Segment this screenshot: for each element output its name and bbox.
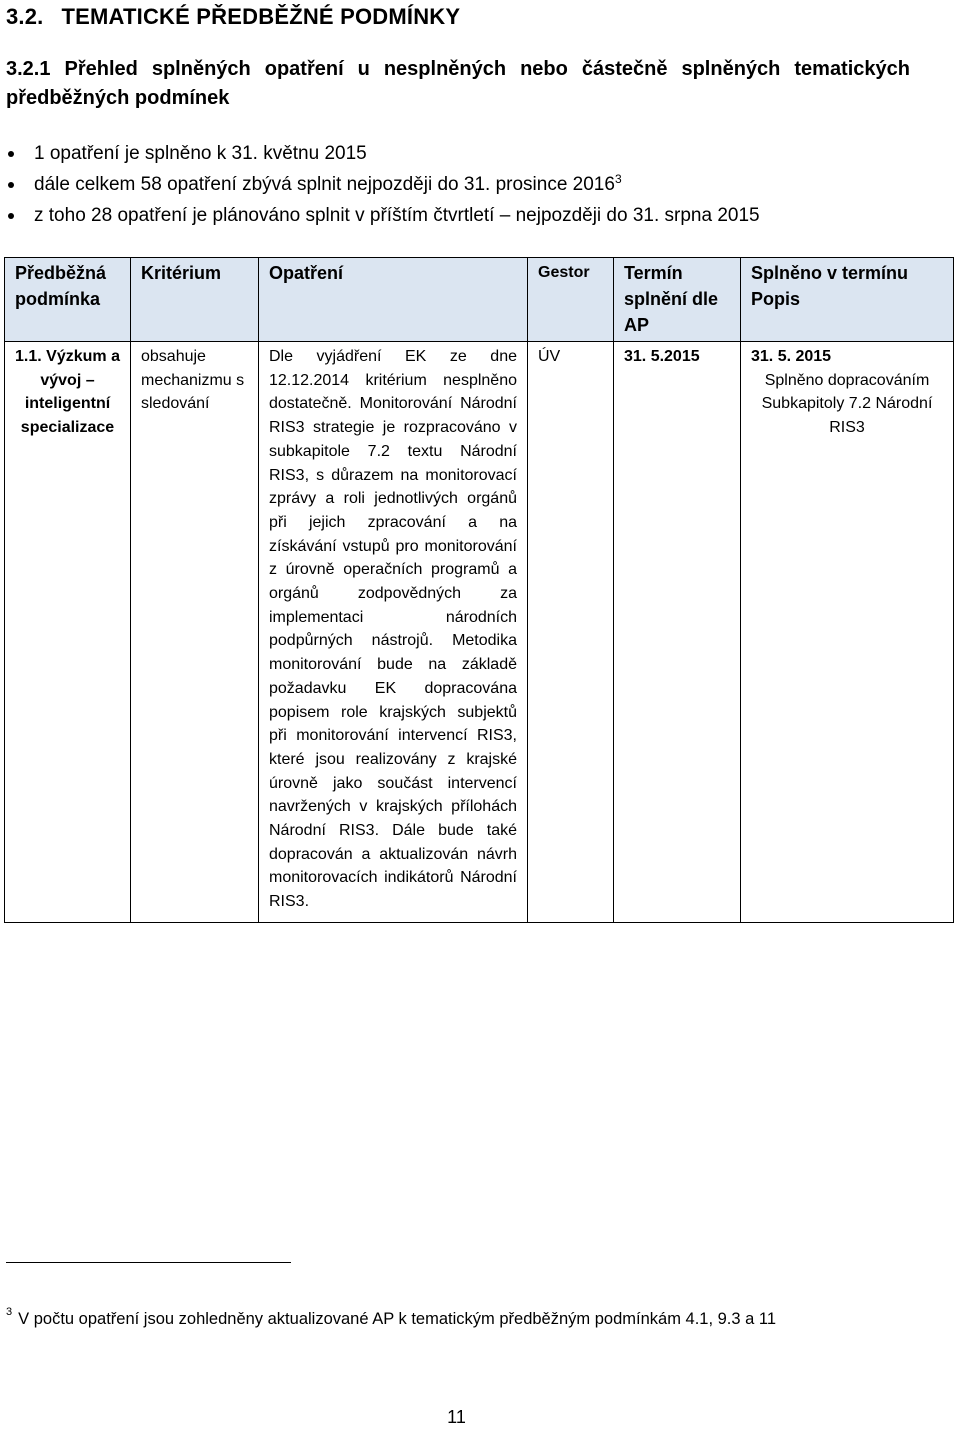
table-header-row	[5, 258, 954, 342]
cell-deadline: 31. 5.2015	[614, 342, 741, 923]
header-gestor: Gestor	[528, 258, 614, 342]
header-criterion: Kritérium	[131, 258, 259, 342]
bullet-item: dále celkem 58 opatření zbývá splnit nejpozději do 31. prosince 2016$^3$	[6, 169, 760, 200]
summary-bullet-list	[6, 138, 760, 231]
header-condition: Předběžná podmínka	[5, 258, 131, 342]
header-deadline: Termín splnění dle AP	[614, 258, 741, 342]
cell-measure: Dle vyjádření EK ze dne 12.12.2014 kritérium nesplněno dostatečně. Monitorování Národní RIS3 strategie je rozpracováno v subkapitole 7.2 textu Národní RIS3, s důrazem na monitorovací zprávy a roli jednotlivých orgánů při jejich zpracování a na získávání vstupů pro monitorování z úrovně operačních programů a orgánů zodpovědných za implementaci národních podpůrných nástrojů. Metodika monitorování bude na základě požadavku EK dopracována popisem role krajských subjektů při monitorování intervencí RIS3, které jsou realizovány z krajské úrovně jako součást intervencí navržených v krajských přílohách Národní RIS3. Dále bude také dopracován a aktualizován návrh monitorovacích indikátorů Národní RIS3.	[259, 342, 528, 923]
subsection-number: 3.2.1	[6, 58, 51, 80]
fulfilled-description: Splněno dopracováním Subkapitoly 7.2 Národní RIS3	[761, 371, 933, 437]
page-number: 11	[447, 1407, 466, 1427]
subsection-title: Přehled splněných opatření u nesplněných nebo částečně splněných tematických předběžných podmínek	[6, 58, 910, 109]
header-measure: Opatření	[259, 258, 528, 342]
cell-gestor: ÚV	[528, 342, 614, 923]
section-heading	[6, 4, 460, 30]
footnote-text: V počtu opatření jsou zohledněny aktualizované AP k tematickým předběžným podmínkám 4.1, 9.3 a 11	[18, 1310, 777, 1328]
cell-condition: 1.1. Výzkum a vývoj – inteligentní specializace	[5, 342, 131, 923]
footnote-mark: 3	[6, 1306, 13, 1318]
footnote-separator	[6, 1262, 291, 1263]
section-number: 3.2.	[6, 4, 44, 29]
section-title: TEMATICKÉ PŘEDBĚŽNÉ PODMÍNKY	[61, 4, 461, 29]
bullet-item: z toho 28 opatření je plánováno splnit v příštím čtvrtletí – nejpozději do 31. srpna 2015	[6, 200, 760, 231]
footnote-reference[interactable]: 3	[614, 172, 622, 186]
subsection-heading	[6, 55, 910, 113]
footnote	[6, 1306, 777, 1329]
cell-criterion: obsahuje mechanizmu s sledování	[131, 342, 259, 923]
bullet-item: 1 opatření je splněno k 31. květnu 2015	[6, 138, 760, 169]
fulfilled-date: 31. 5. 2015	[751, 348, 832, 365]
header-fulfilled: Splněno v termínu Popis	[741, 258, 954, 342]
table-row	[5, 342, 954, 923]
measures-table	[4, 257, 954, 923]
cell-fulfilled	[741, 342, 954, 923]
